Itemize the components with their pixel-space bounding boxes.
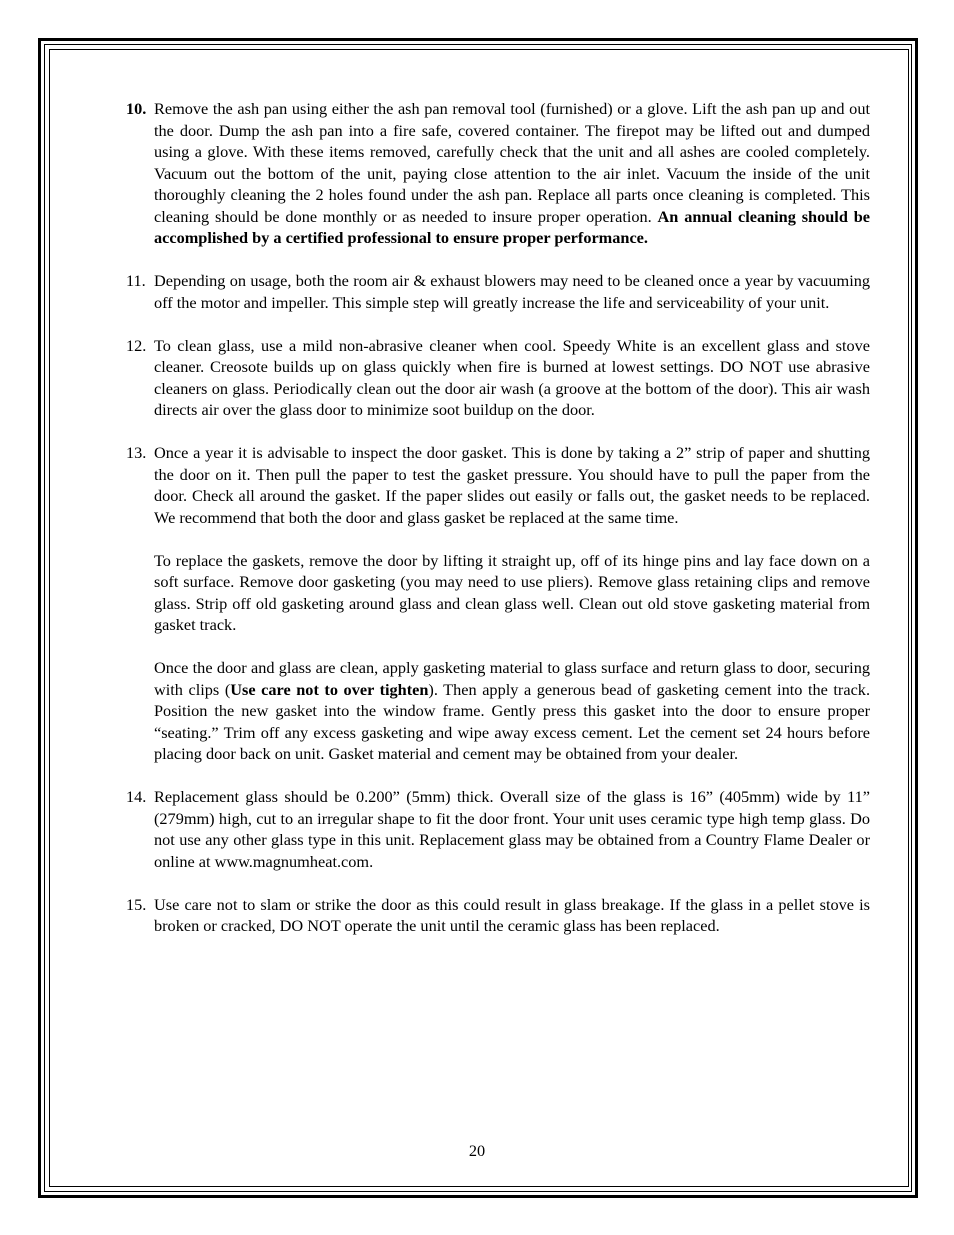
item-text: ). Then apply a generous bead of gasketing cement into the track. Position the new gasket into the window frame. Gently press this gasket into the door to ensure proper “seating.” Trim off any excess gasketing and wipe away excess cement. Let the cement set 24 hours before placing door back on unit. Gasket material and cement may be obtained from your dealer.	[154, 679, 871, 763]
item-paragraph	[154, 98, 870, 249]
item-paragraph: To clean glass, use a mild non-abrasive cleaner when cool. Speedy White is an excellent glass and stove cleaner. Creosote builds up on glass quickly when fire is burned at lowest settings. DO NOT use abrasive cleaners on glass. Periodically clean out the door air wash (a groove at the bottom of the door). This air wash directs air over the glass door to minimize soot buildup on the door.	[154, 335, 870, 419]
item-bold-text: An annual cleaning should be accomplished by a certified professional to ensure proper performance.	[154, 206, 870, 247]
instruction-item-14	[126, 786, 870, 872]
item-number: 15.	[126, 894, 147, 914]
instruction-item-11	[126, 270, 870, 313]
instruction-item-10	[126, 98, 870, 249]
item-paragraph: Replacement glass should be 0.200” (5mm) thick. Overall size of the glass is 16” (405mm) wide by 11” (279mm) high, cut to an irregular shape to fit the door front. Your unit uses ceramic type high temp glass. Do not use any other glass type in this unit. Replacement glass may be obtained from a Country Flame Dealer or online at www.magnumheat.com.	[154, 787, 870, 871]
page-number: 20	[468, 1141, 486, 1160]
instruction-item-15	[126, 894, 870, 937]
item-number: 12.	[126, 335, 147, 355]
item-number: 11.	[126, 271, 146, 290]
item-bold-text: Use care not to over tighten	[230, 679, 429, 699]
item-number: 10.	[126, 99, 147, 118]
item-text: Once the door and glass are clean, apply gasketing material to glass surface and return glass to door, securing with clips (	[154, 658, 870, 699]
item-text: Remove the ash pan using either the ash pan removal tool (furnished) or a glove. Lift the ash pan up and out the door. Dump the ash pan into a fire safe, covered container. The firepot may be lifted out and dumped using a glove. With these items removed, carefully check that the unit and all ashes are cooled completely. Vacuum out the bottom of the unit, paying close attention to the air inlet. Vacuum the inside of the unit thoroughly cleaning the 2 holes found under the ash pan. Replace all parts once cleaning is completed. This cleaning should be done monthly or as needed to insure proper operation.	[154, 99, 870, 226]
item-paragraph: Once a year it is advisable to inspect the door gasket. This is done by taking a 2” strip of paper and shutting the door on it. Then pull the paper to test the gasket pressure. You should have to pull the paper from the door. Check all around the gasket. If the paper slides out easily or falls out, the gasket needs to be replaced. We recommend that both the door and glass gasket be replaced at the same time.	[154, 443, 870, 527]
item-paragraph: Depending on usage, both the room air & exhaust blowers may need to be cleaned once a year by vacuuming off the motor and impeller. This simple step will greatly increase the life and serviceability of your unit.	[154, 271, 870, 312]
instruction-item-13	[126, 442, 870, 765]
item-paragraph: To replace the gaskets, remove the door by lifting it straight up, off of its hinge pins and lay face down on a soft surface. Remove door gasketing (you may need to use pliers). Remove glass retaining clips and remove glass. Strip off old gasketing around glass and clean glass well. Clean out old stove gasketing material from gasket track.	[154, 550, 870, 634]
item-number: 13.	[126, 443, 147, 462]
item-number: 14.	[126, 787, 147, 806]
item-paragraph: Use care not to slam or strike the door as this could result in glass breakage. If the glass in a pellet stove is broken or cracked, DO NOT operate the unit until the ceramic glass has been replaced.	[154, 894, 870, 935]
instructions-list	[126, 98, 870, 958]
instruction-item-12	[126, 335, 870, 421]
item-paragraph	[154, 657, 870, 765]
